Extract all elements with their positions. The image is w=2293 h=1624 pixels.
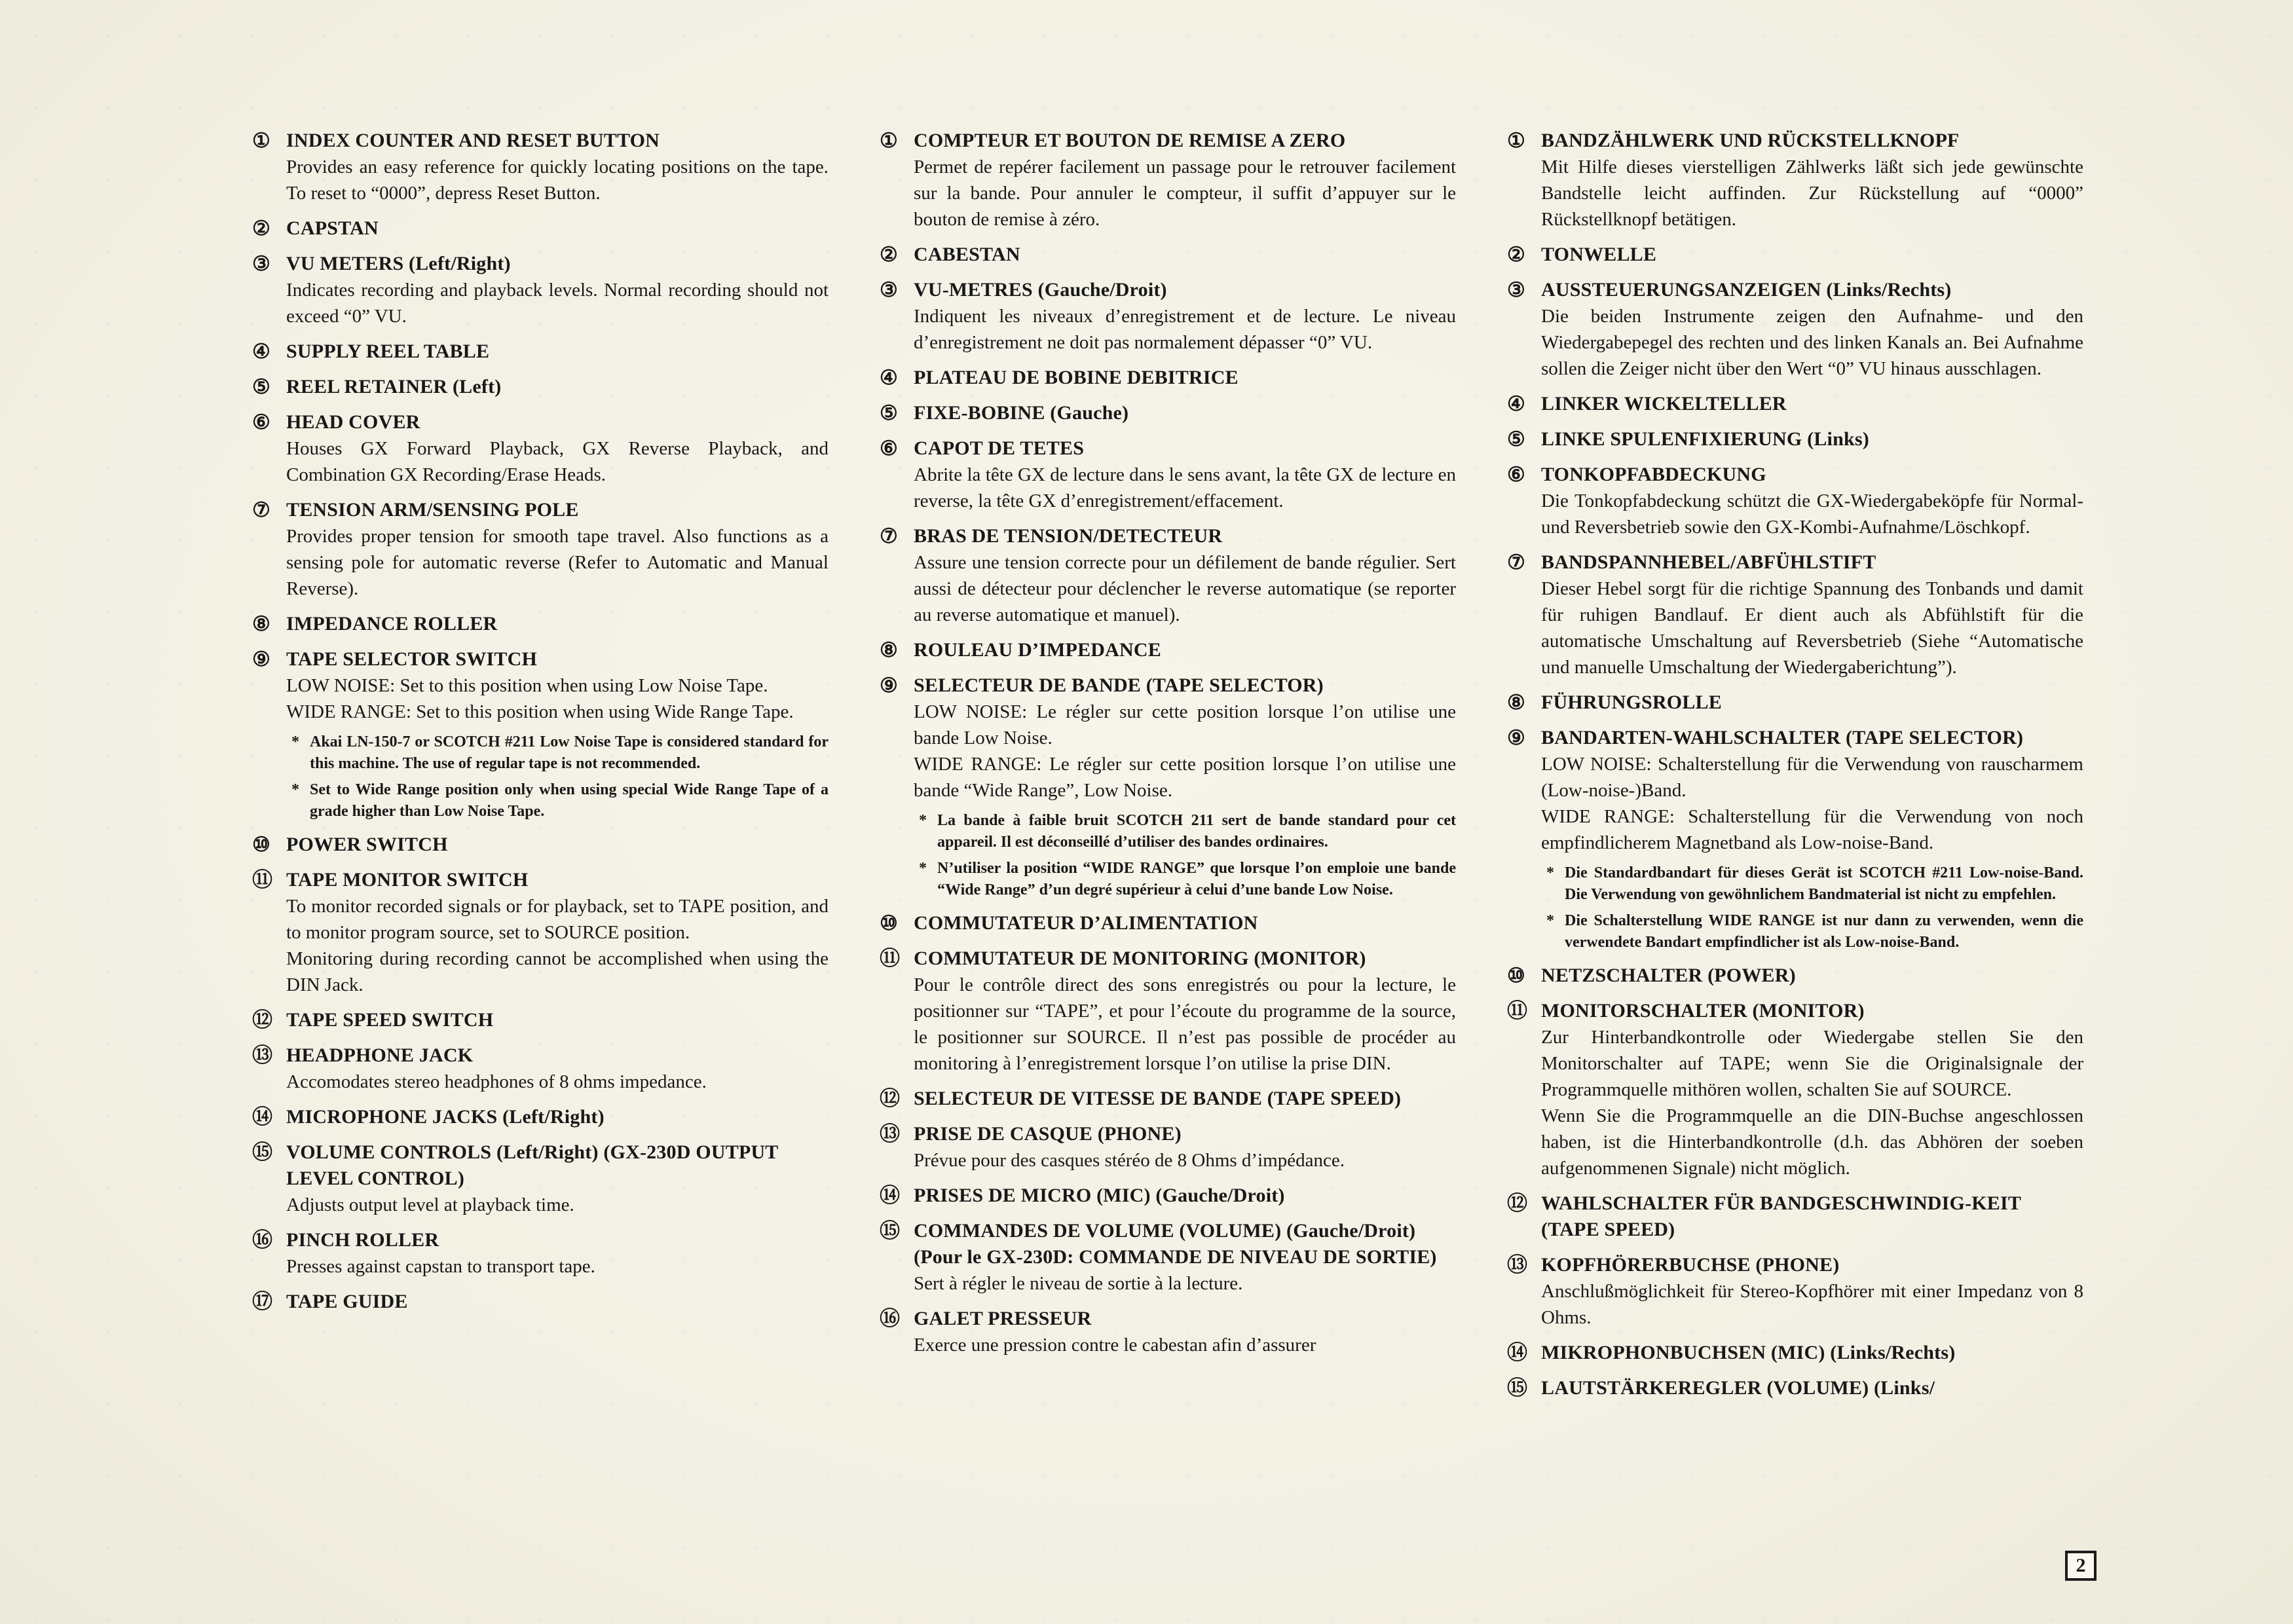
- entry: [252, 215, 829, 242]
- entry: [252, 128, 829, 206]
- entry-paragraph: Presses against capstan to transport tape.: [286, 1256, 595, 1277]
- entry-number: ⑤: [880, 401, 898, 424]
- entry-head: [252, 409, 829, 435]
- entry: [880, 435, 1456, 514]
- entry-title: TAPE GUIDE: [286, 1291, 408, 1312]
- entry: [1507, 1375, 2083, 1401]
- entry-title: CAPSTAN: [286, 217, 379, 239]
- entry-number: ⑬: [880, 1122, 900, 1145]
- entry-head: [252, 1043, 829, 1069]
- entry-number: ④: [1507, 392, 1525, 415]
- entry: [1507, 391, 2083, 417]
- entry: [252, 497, 829, 602]
- entry-number: ⑯: [252, 1228, 272, 1251]
- entry-head: [1507, 690, 2083, 716]
- entry-paragraph: LOW NOISE: Schalterstellung für die Verwendung von rauscharmem (Low-noise-)Band.: [1541, 754, 2083, 801]
- entry-head: [252, 1139, 829, 1192]
- entry-number: ④: [880, 366, 898, 389]
- entry-note: [914, 810, 1456, 853]
- entry-title: IMPEDANCE ROLLER: [286, 613, 498, 635]
- entry: [880, 1306, 1456, 1358]
- entry-head: [1507, 242, 2083, 268]
- entry-paragraph: WIDE RANGE: Schalterstellung für die Verwendung von noch empfindlicherem Magnetband als Low-noise-Band.: [1541, 806, 2083, 853]
- entry: [880, 365, 1456, 391]
- entry: [880, 128, 1456, 232]
- entry-paragraph: Exerce une pression contre le cabestan afin d’assurer: [914, 1335, 1316, 1356]
- entry: [880, 1121, 1456, 1173]
- entry-title: SELECTEUR DE BANDE (TAPE SELECTOR): [914, 674, 1324, 696]
- entry-head: [880, 1218, 1456, 1270]
- entry-number: ⑧: [252, 612, 270, 635]
- entry-title: KOPFHÖRERBUCHSE (PHONE): [1541, 1254, 1840, 1276]
- entry-note: [286, 779, 829, 822]
- column-german: [1507, 128, 2083, 1411]
- entry-title: PRISES DE MICRO (MIC) (Gauche/Droit): [914, 1185, 1285, 1206]
- entry: [1507, 462, 2083, 540]
- entry-head: [252, 1007, 829, 1033]
- entry-title: BRAS DE TENSION/DETECTEUR: [914, 525, 1223, 547]
- entry-head: [1507, 391, 2083, 417]
- note-text: La bande à faible bruit SCOTCH 211 sert de bande standard pour cet appareil. Il est déconseillé d’utiliser des bandes ordinaires.: [937, 812, 1456, 851]
- entry-number: ⑪: [880, 947, 900, 970]
- entry-title: LINKER WICKELTELLER: [1541, 393, 1787, 415]
- entry-number: ⑧: [1507, 691, 1525, 714]
- note-asterisk-icon: *: [291, 781, 299, 798]
- entry-title: WAHLSCHALTER FÜR BANDGESCHWINDIG-KEIT (TAPE SPEED): [1541, 1192, 2021, 1240]
- entry-number: ④: [252, 340, 270, 363]
- entry-title: BANDZÄHLWERK UND RÜCKSTELLKNOPF: [1541, 130, 1960, 151]
- entry-title: MIKROPHONBUCHSEN (MIC) (Links/Rechts): [1541, 1342, 1956, 1363]
- entry: [880, 1086, 1456, 1112]
- entry-number: ⑧: [880, 638, 898, 661]
- page-number-badge: 2: [2065, 1551, 2097, 1581]
- entry-head: [252, 611, 829, 637]
- entry: [1507, 690, 2083, 716]
- note-text: Die Schalterstellung WIDE RANGE ist nur dann zu verwenden, wenn die verwendete Bandart empfindlicher ist als Low-noise-Band.: [1565, 912, 2083, 951]
- entry-number: ⑥: [252, 411, 270, 434]
- entry-head: [880, 435, 1456, 462]
- entry-head: [252, 374, 829, 400]
- entry-title: CAPOT DE TETES: [914, 437, 1085, 459]
- note-asterisk-icon: *: [919, 812, 927, 829]
- entry-head: [1507, 725, 2083, 751]
- entry-paragraph: Permet de repérer facilement un passage pour le retrouver facilement sur la bande. Pour annuler le compteur, il suffit d’appuyer sur le bouton de remise à zéro.: [914, 157, 1456, 230]
- entry-head: [880, 1183, 1456, 1209]
- entry: [880, 946, 1456, 1077]
- entry-paragraph: Provides an easy reference for quickly locating positions on the tape. To reset to “0000”, depress Reset Button.: [286, 157, 829, 204]
- entry: [252, 1139, 829, 1218]
- entry-title: CABESTAN: [914, 244, 1020, 265]
- entry-head: [880, 365, 1456, 391]
- entry-paragraph: Zur Hinterbandkontrolle oder Wiedergabe stellen Sie den Monitorschalter auf TAPE; wenn Sie die Originalsignale der Programmquelle mithören wollen, schalten Sie auf SOURCE.: [1541, 1027, 2083, 1100]
- entry-number: ①: [1507, 129, 1525, 152]
- entry-head: [1507, 1190, 2083, 1243]
- entry-head: [880, 1306, 1456, 1332]
- entry-head: [880, 1121, 1456, 1147]
- entry-number: ⑩: [1507, 964, 1525, 987]
- note-text: Die Standardbandart für dieses Gerät ist SCOTCH #211 Low-noise-Band. Die Verwendung von gewöhnlichem Bandmaterial ist nicht zu empfehlen.: [1565, 864, 2083, 903]
- entry-head: [252, 1289, 829, 1315]
- entry-paragraph: Die Tonkopfabdeckung schützt die GX-Wiedergabeköpfe für Normal- und Reversbetrieb sowie den GX-Kombi-Aufnahme/Löschkopf.: [1541, 490, 2083, 538]
- entry-paragraph: Mit Hilfe dieses vierstelligen Zählwerks läßt sich jede gewünschte Bandstelle leicht auffinden. Zur Rückstellung auf “0000” Rückstellknopf betätigen.: [1541, 157, 2083, 230]
- entry: [1507, 426, 2083, 452]
- entry-note: [1541, 910, 2083, 953]
- note-asterisk-icon: *: [1546, 864, 1554, 881]
- entry: [880, 1183, 1456, 1209]
- entry-title: LINKE SPULENFIXIERUNG (Links): [1541, 428, 1869, 450]
- entry-head: [252, 1104, 829, 1130]
- entry-number: ②: [252, 217, 270, 240]
- entry-head: [1507, 963, 2083, 989]
- entry-paragraph: Indicates recording and playback levels. Normal recording should not exceed “0” VU.: [286, 280, 829, 327]
- entry: [252, 339, 829, 365]
- entry-paragraph: To monitor recorded signals or for playback, set to TAPE position, and to monitor program source, set to SOURCE position.: [286, 896, 829, 943]
- entry-number: ③: [1507, 278, 1525, 301]
- entry: [252, 832, 829, 858]
- entry-head: [880, 910, 1456, 936]
- entry-notes: [1541, 862, 2083, 953]
- entry-title: COMPTEUR ET BOUTON DE REMISE A ZERO: [914, 130, 1346, 151]
- entry: [252, 374, 829, 400]
- entry-head: [880, 637, 1456, 663]
- entry: [1507, 277, 2083, 382]
- entry: [880, 673, 1456, 901]
- note-text: Akai LN-150-7 or SCOTCH #211 Low Noise Tape is considered standard for this machine. The use of regular tape is not recommended.: [310, 733, 829, 772]
- entry-paragraph: Wenn Sie die Programmquelle an die DIN-Buchse angeschlossen haben, ist die Hinterbandkontrolle (d.h. das Abhören der soeben aufgenommenen Signale) nicht möglich.: [1541, 1105, 2083, 1179]
- entry-head: [1507, 462, 2083, 488]
- entry-number: ⑮: [1507, 1376, 1527, 1399]
- entry-title: INDEX COUNTER AND RESET BUTTON: [286, 130, 660, 151]
- entry-number: ⑪: [1507, 999, 1527, 1022]
- entry-paragraph: LOW NOISE: Set to this position when using Low Noise Tape.: [286, 675, 768, 696]
- entry: [1507, 1340, 2083, 1366]
- entry-head: [252, 867, 829, 893]
- entry-title: COMMUTATEUR DE MONITORING (MONITOR): [914, 948, 1366, 969]
- entry: [252, 1104, 829, 1130]
- entry-number: ⑨: [880, 674, 898, 697]
- entry-paragraph: Assure une tension correcte pour un défilement de bande régulier. Sert aussi de détecteur pour déclencher le reverse automatique (se reporter au reverse automatique et manuel).: [914, 552, 1456, 625]
- entry-head: [1507, 998, 2083, 1024]
- entry-notes: [914, 810, 1456, 901]
- entry-number: ①: [880, 129, 898, 152]
- note-asterisk-icon: *: [291, 733, 299, 750]
- entry-title: TONWELLE: [1541, 244, 1657, 265]
- entry-number: ⑮: [880, 1219, 900, 1242]
- entry-paragraph: Abrite la tête GX de lecture dans le sens avant, la tête GX de lecture en reverse, la tête GX d’enregistrement/effacement.: [914, 464, 1456, 511]
- entry-number: ③: [880, 278, 898, 301]
- entry: [880, 277, 1456, 356]
- entry: [252, 251, 829, 329]
- entry-paragraph: Houses GX Forward Playback, GX Reverse Playback, and Combination GX Recording/Erase Heads.: [286, 438, 829, 485]
- entry-head: [880, 946, 1456, 972]
- entry-head: [252, 1227, 829, 1253]
- entry-paragraph: Pour le contrôle direct des sons enregistrés ou pour la lecture, le positionner sur “TAPE”, et pour l’écoute du programme de la source, le positionner sur SOURCE. Il n’est pas possible de procéder au monitoring à l’enregistrement lorsque l’on utilise la prise DIN.: [914, 974, 1456, 1074]
- entry-notes: [286, 731, 829, 822]
- entry-title: VU-METRES (Gauche/Droit): [914, 279, 1167, 301]
- entry-title: VU METERS (Left/Right): [286, 253, 511, 274]
- entry-number: ⑭: [880, 1184, 900, 1207]
- entry-title: TAPE SELECTOR SWITCH: [286, 648, 537, 670]
- entry-head: [1507, 277, 2083, 303]
- entry-number: ⑪: [252, 868, 272, 891]
- entry-paragraph: Sert à régler le niveau de sortie à la lecture.: [914, 1273, 1243, 1294]
- entry-title: PLATEAU DE BOBINE DEBITRICE: [914, 367, 1239, 388]
- entry-title: HEADPHONE JACK: [286, 1044, 474, 1066]
- entry-head: [252, 128, 829, 154]
- entry-note: [286, 731, 829, 775]
- entry-note: [914, 858, 1456, 901]
- entry-head: [252, 251, 829, 277]
- entry-title: AUSSTEUERUNGSANZEIGEN (Links/Rechts): [1541, 279, 1952, 301]
- entry-number: ②: [1507, 243, 1525, 266]
- entry-head: [252, 339, 829, 365]
- entry-title: MICROPHONE JACKS (Left/Right): [286, 1106, 605, 1128]
- entry: [252, 1043, 829, 1095]
- column-english: [252, 128, 829, 1411]
- entry-number: ⑨: [1507, 726, 1525, 749]
- entry-title: BANDARTEN-WAHLSCHALTER (TAPE SELECTOR): [1541, 727, 2024, 748]
- entry-head: [880, 673, 1456, 699]
- entry-paragraph: Monitoring during recording cannot be accomplished when using the DIN Jack.: [286, 948, 829, 995]
- entry-head: [252, 832, 829, 858]
- entry: [1507, 725, 2083, 953]
- entry-head: [880, 242, 1456, 268]
- entry-title: TENSION ARM/SENSING POLE: [286, 499, 579, 521]
- entry-title: SUPPLY REEL TABLE: [286, 341, 490, 362]
- entry-paragraph: Anschlußmöglichkeit für Stereo-Kopfhörer mit einer Impedanz von 8 Ohms.: [1541, 1281, 2083, 1328]
- entry-head: [1507, 549, 2083, 576]
- note-asterisk-icon: *: [919, 860, 927, 877]
- entry-title: ROULEAU D’IMPEDANCE: [914, 639, 1161, 661]
- entry: [1507, 998, 2083, 1181]
- entry-title: NETZSCHALTER (POWER): [1541, 965, 1796, 986]
- entry-number: ⑦: [252, 498, 270, 521]
- note-asterisk-icon: *: [1546, 912, 1554, 929]
- entry-title: VOLUME CONTROLS (Left/Right) (GX-230D OUTPUT LEVEL CONTROL): [286, 1141, 778, 1189]
- entry-head: [880, 277, 1456, 303]
- entry-head: [880, 1086, 1456, 1112]
- entry-number: ⑤: [252, 375, 270, 398]
- entry-note: [1541, 862, 2083, 906]
- entry-head: [1507, 1340, 2083, 1366]
- entry: [1507, 549, 2083, 680]
- entry-number: ⑭: [1507, 1341, 1527, 1364]
- entry-number: ②: [880, 243, 898, 266]
- entry: [252, 867, 829, 998]
- entry: [880, 523, 1456, 628]
- entry-number: ⑦: [880, 525, 898, 547]
- entry-number: ⑬: [1507, 1253, 1527, 1276]
- entry: [252, 611, 829, 637]
- entry-head: [880, 400, 1456, 426]
- entry-title: PRISE DE CASQUE (PHONE): [914, 1123, 1182, 1145]
- entry-head: [1507, 128, 2083, 154]
- entry-title: TAPE SPEED SWITCH: [286, 1009, 494, 1031]
- entry-head: [880, 128, 1456, 154]
- entry-paragraph: WIDE RANGE: Le régler sur cette position lorsque l’on utilise une bande “Wide Range”, Low Noise.: [914, 754, 1456, 801]
- entry-title: COMMUTATEUR D’ALIMENTATION: [914, 912, 1258, 934]
- entry: [252, 409, 829, 488]
- entry-paragraph: LOW NOISE: Le régler sur cette position lorsque l’on utilise une bande Low Noise.: [914, 701, 1456, 748]
- entry-number: ⑨: [252, 648, 270, 671]
- entry-number: ⑮: [252, 1141, 272, 1164]
- entry-head: [1507, 426, 2083, 452]
- entry-number: ①: [252, 129, 270, 152]
- entry: [1507, 963, 2083, 989]
- entry: [880, 242, 1456, 268]
- entry: [880, 910, 1456, 936]
- entry-title: FÜHRUNGSROLLE: [1541, 692, 1722, 713]
- entry-title: PINCH ROLLER: [286, 1229, 439, 1251]
- entry-head: [880, 523, 1456, 549]
- entry-paragraph: Die beiden Instrumente zeigen den Aufnahme- und den Wiedergabepegel des rechten und des linken Kanals an. Bei Aufnahme sollen die Zeiger nicht über den Wert “0” VU hinaus ausschlagen.: [1541, 306, 2083, 379]
- entry: [1507, 1190, 2083, 1243]
- entry-title: MONITORSCHALTER (MONITOR): [1541, 1000, 1865, 1022]
- entry: [1507, 128, 2083, 232]
- entry-number: ⑰: [252, 1290, 272, 1313]
- entry-title: SELECTEUR DE VITESSE DE BANDE (TAPE SPEED): [914, 1088, 1402, 1109]
- entry-head: [1507, 1375, 2083, 1401]
- entry-number: ⑤: [1507, 428, 1525, 451]
- entry-number: ⑩: [880, 912, 898, 934]
- entry: [1507, 1252, 2083, 1331]
- entry-paragraph: Indiquent les niveaux d’enregistrement et de lecture. Le niveau d’enregistrement ne doit pas normalement dépasser “0” VU.: [914, 306, 1456, 353]
- entry-number: ⑥: [880, 437, 898, 460]
- entry: [252, 1227, 829, 1280]
- entry-paragraph: Dieser Hebel sorgt für die richtige Spannung des Tonbands und damit für ruhigen Bandlauf. Er dient auch als Abfühlstift für die automatische Umschaltung auf Reversbetrieb (Siehe “Automatische und manuelle Umschaltung der Wiedergaberichtung”).: [1541, 578, 2083, 678]
- entry-paragraph: Provides proper tension for smooth tape travel. Also functions as a sensing pole for automatic reverse (Refer to Automatic and Manual Reverse).: [286, 526, 829, 599]
- entry-number: ③: [252, 252, 270, 275]
- columns: [252, 128, 2083, 1411]
- entry-title: REEL RETAINER (Left): [286, 376, 502, 397]
- entry: [1507, 242, 2083, 268]
- entry-title: GALET PRESSEUR: [914, 1308, 1092, 1329]
- entry-title: TAPE MONITOR SWITCH: [286, 869, 529, 891]
- entry-title: LAUTSTÄRKEREGLER (VOLUME) (Links/: [1541, 1377, 1935, 1399]
- entry: [252, 646, 829, 822]
- entry-title: HEAD COVER: [286, 411, 420, 433]
- entry-head: [252, 215, 829, 242]
- entry-title: POWER SWITCH: [286, 834, 448, 855]
- entry-paragraph: Prévue pour des casques stéréo de 8 Ohms d’impédance.: [914, 1150, 1345, 1171]
- entry-number: ⑩: [252, 833, 270, 856]
- entry-head: [252, 497, 829, 523]
- entry-paragraph: Accomodates stereo headphones of 8 ohms impedance.: [286, 1071, 707, 1092]
- entry: [252, 1289, 829, 1315]
- entry-number: ⑫: [252, 1008, 272, 1031]
- entry-paragraph: Adjusts output level at playback time.: [286, 1194, 574, 1215]
- entry-head: [1507, 1252, 2083, 1278]
- entry: [880, 637, 1456, 663]
- entry-number: ⑫: [880, 1087, 900, 1110]
- entry-number: ⑯: [880, 1307, 900, 1330]
- entry-number: ⑦: [1507, 551, 1525, 574]
- entry-title: FIXE-BOBINE (Gauche): [914, 402, 1129, 424]
- entry-title: BANDSPANNHEBEL/ABFÜHLSTIFT: [1541, 551, 1876, 573]
- note-text: Set to Wide Range position only when using special Wide Range Tape of a grade higher than Low Noise Tape.: [310, 781, 829, 820]
- entry: [880, 1218, 1456, 1297]
- entry: [880, 400, 1456, 426]
- entry: [252, 1007, 829, 1033]
- entry-number: ⑥: [1507, 463, 1525, 486]
- entry-number: ⑬: [252, 1044, 272, 1067]
- entry-paragraph: WIDE RANGE: Set to this position when using Wide Range Tape.: [286, 701, 794, 722]
- entry-title: TONKOPFABDECKUNG: [1541, 464, 1766, 485]
- entry-number: ⑭: [252, 1105, 272, 1128]
- note-text: N’utiliser la position “WIDE RANGE” que lorsque l’on emploie une bande “Wide Range” d’un degré supérieur à celui d’une bande Low Noise.: [937, 860, 1456, 898]
- column-french: [880, 128, 1456, 1411]
- entry-number: ⑫: [1507, 1192, 1527, 1215]
- entry-head: [252, 646, 829, 673]
- entry-title: COMMANDES DE VOLUME (VOLUME) (Gauche/Droit) (Pour le GX-230D: COMMANDE DE NIVEAU DE SORTIE): [914, 1220, 1437, 1268]
